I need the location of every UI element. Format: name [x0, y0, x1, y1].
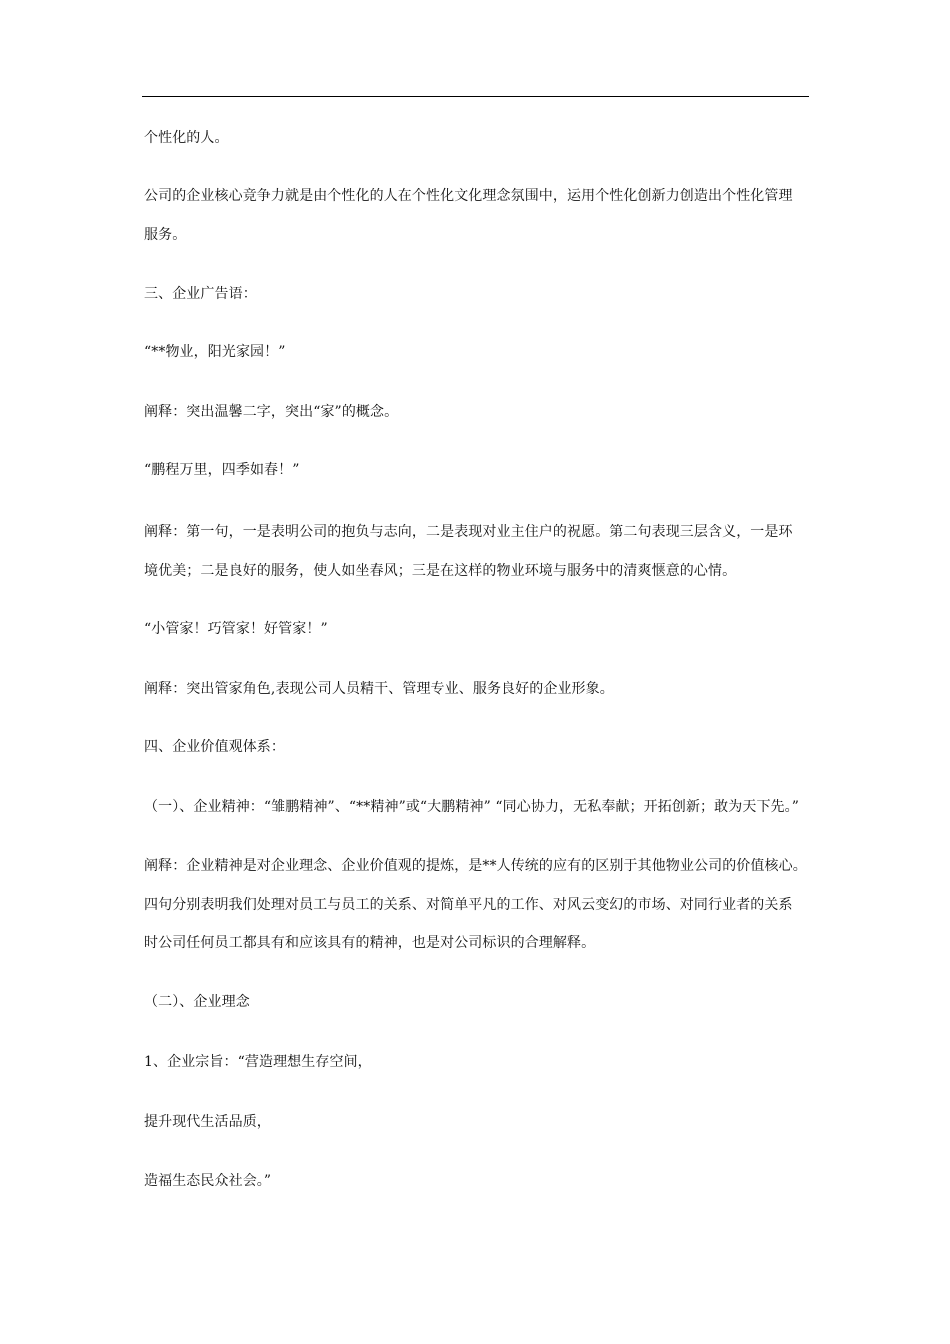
slogan-line: “鹏程万里，四季如春！”: [144, 462, 300, 478]
section-heading: 三、企业广告语：: [144, 286, 257, 302]
header-rule: [142, 96, 809, 97]
paragraph-line: 公司的企业核心竞争力就是由个性化的人在个性化文化理念氛围中，运用个性化创新力创造出个性化管理: [144, 188, 793, 204]
paragraph-line: 阐释：企业精神是对企业理念、企业价值观的提炼，是**人传统的应有的区别于其他物业公司的价值核心。: [144, 858, 807, 874]
paragraph-line: 服务。: [144, 227, 187, 243]
paragraph-line: 阐释：突出管家角色,表现公司人员精干、管理专业、服务良好的企业形象。: [144, 681, 614, 697]
section-heading: 四、企业价值观体系：: [144, 739, 285, 755]
paragraph-line: 四句分别表明我们处理对员工与员工的关系、对简单平凡的工作、对风云变幻的市场、对同行业者的关系: [144, 897, 793, 913]
subsection-heading: （二）、企业理念: [144, 994, 250, 1010]
paragraph-line: 境优美；二是良好的服务，使人如坐春风；三是在这样的物业环境与服务中的清爽惬意的心情。: [144, 563, 737, 579]
slogan-line: “小管家！巧管家！好管家！”: [144, 621, 328, 637]
paragraph-line: 阐释：第一句，一是表明公司的抱负与志向，二是表现对业主住户的祝愿。第二句表现三层含义，一是环: [144, 524, 793, 540]
paragraph-line: 阐释：突出温馨二字，突出“家”的概念。: [144, 404, 399, 420]
paragraph-line: 个性化的人。: [144, 130, 229, 146]
paragraph-line: 时公司任何员工都具有和应该具有的精神，也是对公司标识的合理解释。: [144, 935, 596, 951]
slogan-line: “**物业，阳光家园！”: [144, 344, 286, 360]
paragraph-line: （一）、企业精神：“雏鹏精神”、“**精神”或“大鹏精神” “同心协力，无私奉献；开拓创新；敢为天下先。”: [144, 799, 800, 815]
paragraph-line: 造福生态民众社会。”: [144, 1173, 272, 1189]
paragraph-line: 提升现代生活品质，: [144, 1114, 271, 1130]
paragraph-line: 1、企业宗旨：“营造理想生存空间，: [144, 1054, 372, 1070]
